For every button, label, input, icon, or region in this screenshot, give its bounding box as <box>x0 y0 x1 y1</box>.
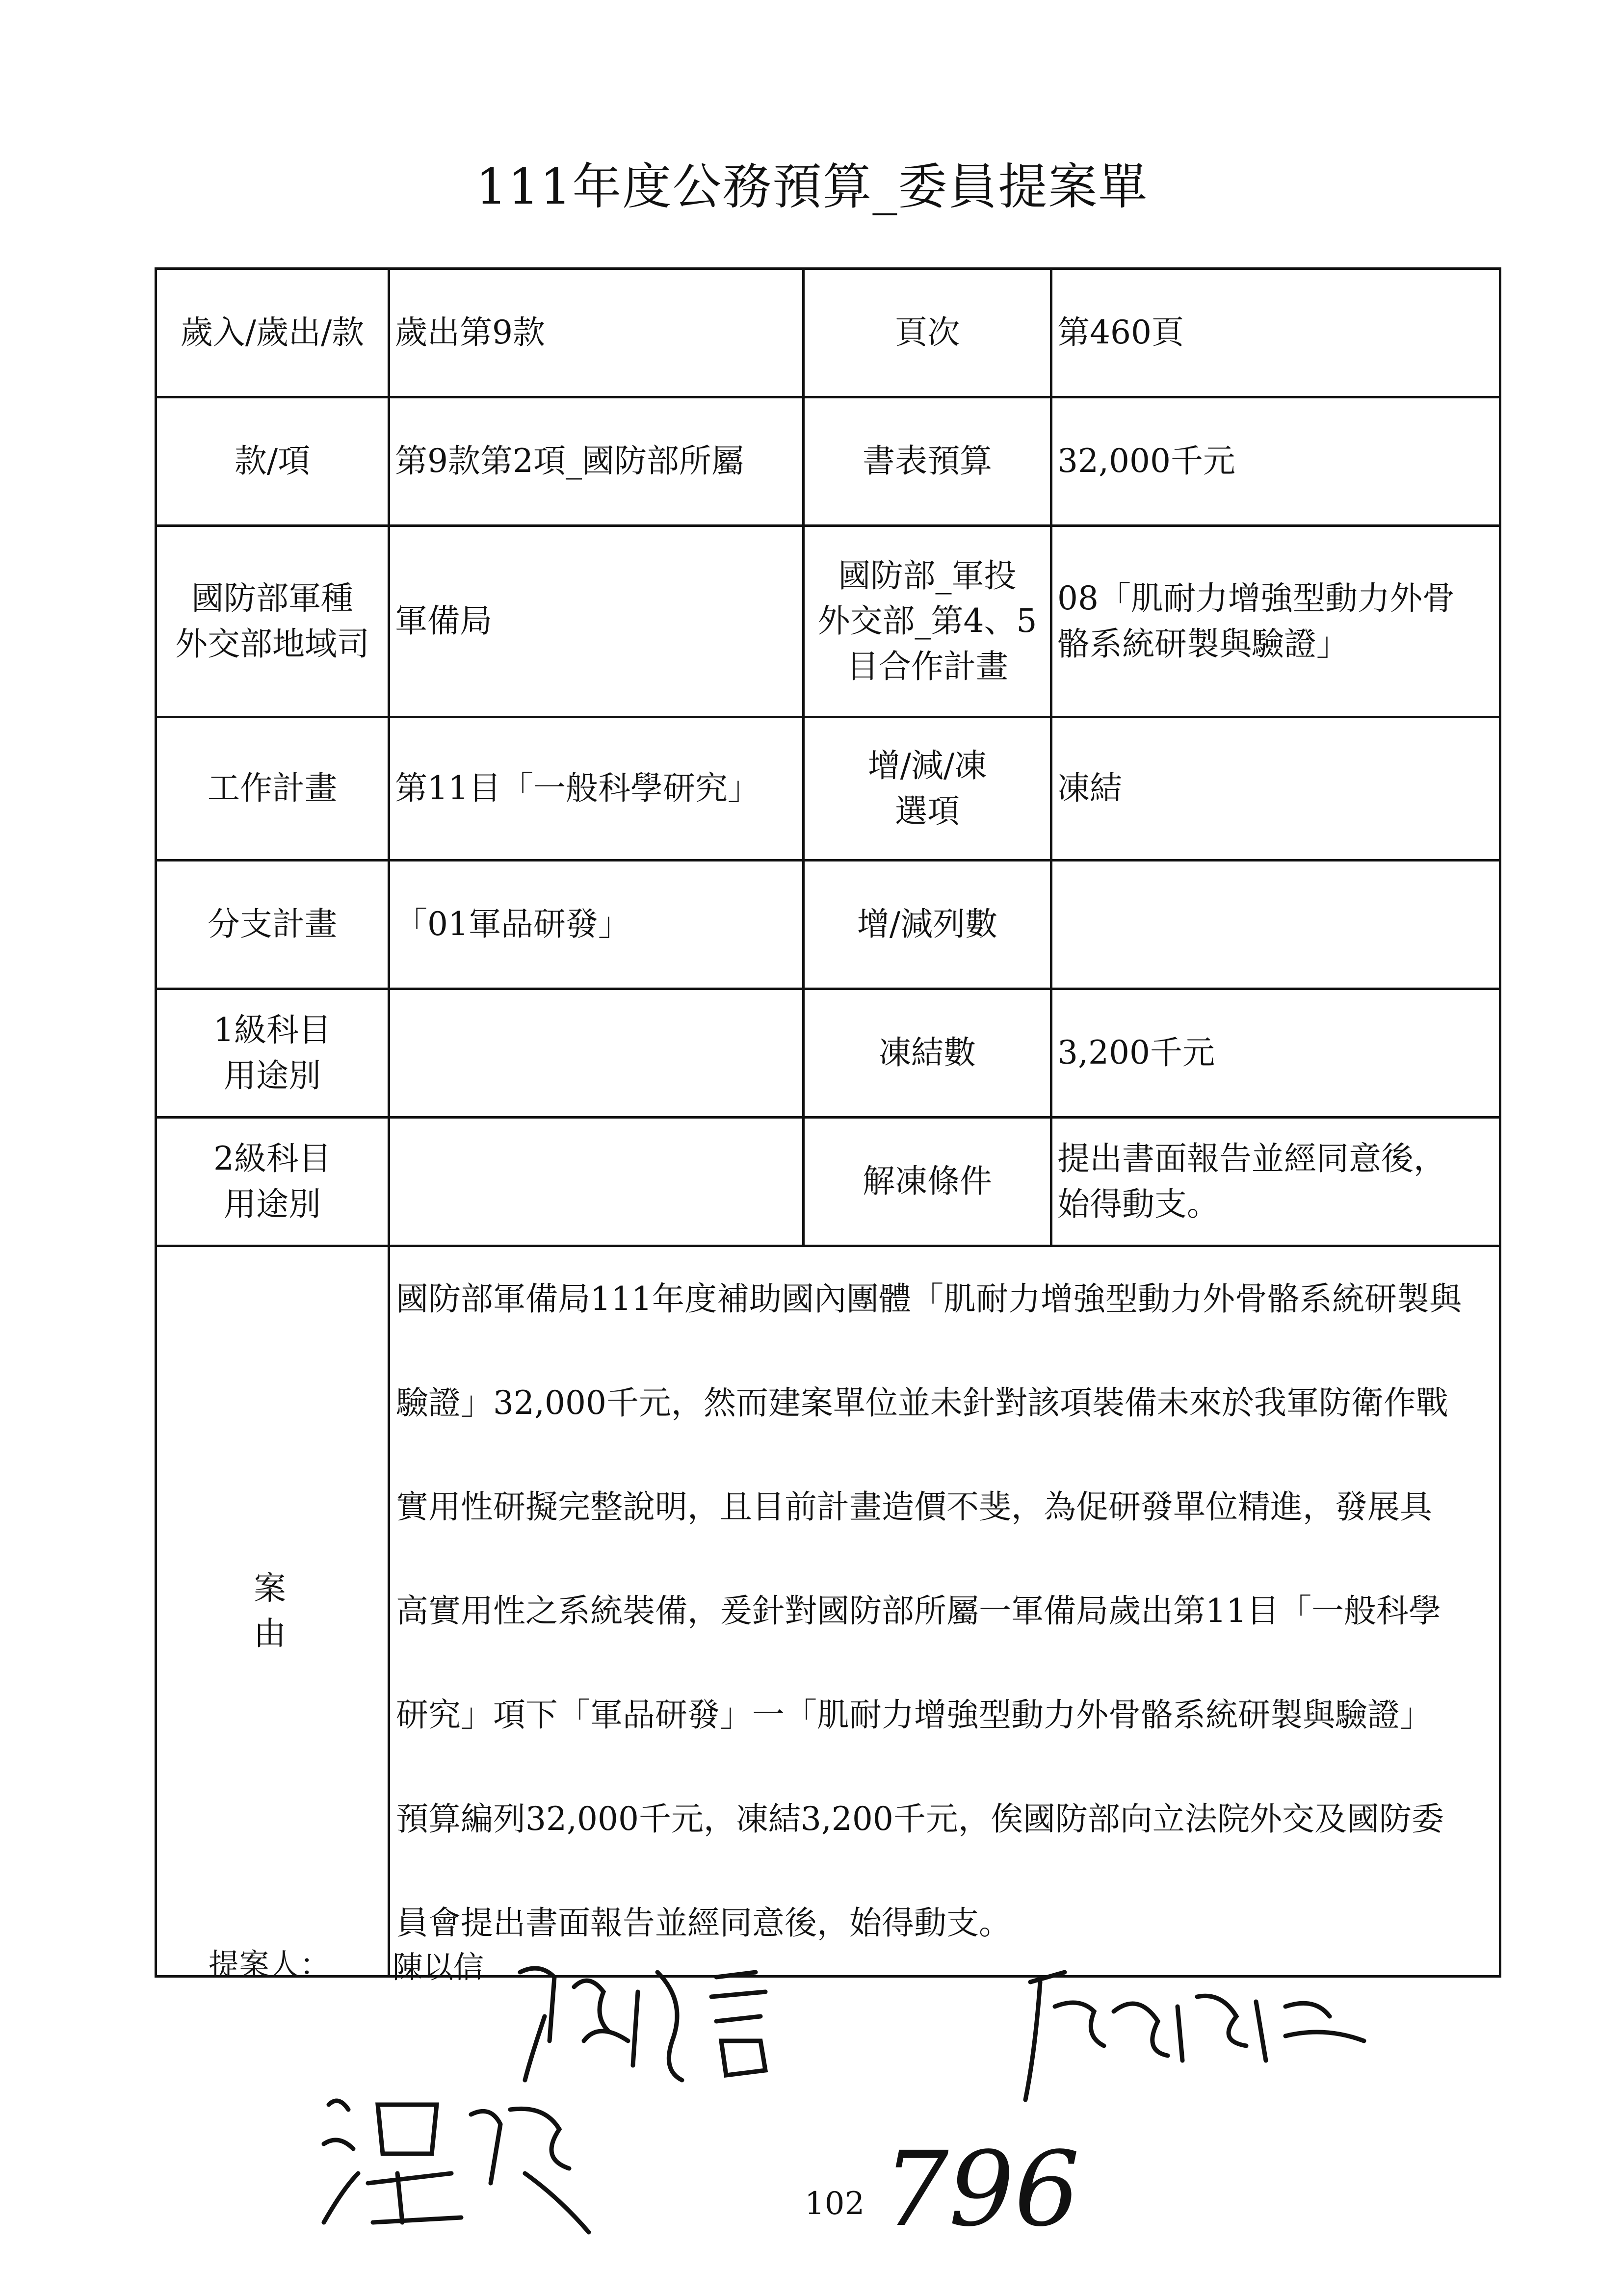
field-label-line: 用途別 <box>224 1056 321 1095</box>
field-value: 「01軍品研發」 <box>389 861 804 989</box>
reason-line: 驗證」32,000千元，然而建案單位並未針對該項裝備未來於我軍防衛作戰 <box>396 1384 1448 1422</box>
reason-line: 研究」項下「軍品研發」一「肌耐力增強型動力外骨骼系統研製與驗證」 <box>396 1696 1432 1734</box>
proposer-name: 陳以信 <box>393 1949 484 1985</box>
signature-3 <box>314 2075 628 2242</box>
field-label-line: 外交部_第4、5 <box>817 602 1037 640</box>
page-title: 111年度公務預算_委員提案單 <box>475 158 1149 215</box>
field-label: 歲入/歲出/款 <box>156 269 389 397</box>
field-value <box>1051 861 1500 989</box>
field-label <box>804 526 1051 717</box>
field-label <box>156 1118 389 1246</box>
field-label-line: 增/減/凍 <box>867 747 987 785</box>
field-label-line: 外交部地域司 <box>175 625 369 663</box>
field-label-line: 國防部_軍投 <box>838 556 1017 595</box>
reason-text <box>389 1246 1500 1977</box>
table-row <box>156 269 1500 397</box>
field-label: 凍結數 <box>804 989 1051 1118</box>
reason-label: 案由 <box>156 1246 389 1977</box>
field-value: 第9款第2項_國防部所屬 <box>389 397 804 526</box>
field-label <box>156 526 389 717</box>
field-value: 32,000千元 <box>1051 397 1500 526</box>
field-value-line: 08「肌耐力增強型動力外骨 <box>1057 579 1455 618</box>
field-label: 頁次 <box>804 269 1051 397</box>
reason-line: 實用性研擬完整說明，且目前計畫造價不斐，為促研發單位精進，發展具 <box>396 1488 1432 1526</box>
field-value: 歲出第9款 <box>389 269 804 397</box>
table-row <box>156 861 1500 989</box>
page-number: 102 <box>805 2186 865 2222</box>
reason-row <box>156 1246 1500 1977</box>
field-label: 增/減列數 <box>804 861 1051 989</box>
table-row <box>156 397 1500 526</box>
field-label-line: 2級科目 <box>213 1140 331 1178</box>
field-value: 凍結 <box>1051 717 1500 861</box>
field-label: 解凍條件 <box>804 1118 1051 1246</box>
field-label-line: 1級科目 <box>213 1011 331 1049</box>
handwritten-page-number: 796 <box>883 2129 1080 2249</box>
field-label <box>156 989 389 1118</box>
field-value-line: 提出書面報告並經同意後， <box>1057 1140 1446 1178</box>
field-value: 第11目「一般科學研究」 <box>389 717 804 861</box>
field-label-line: 選項 <box>895 792 960 830</box>
reason-line: 員會提出書面報告並經同意後，始得動支。 <box>396 1904 1011 1942</box>
field-label-line: 目合作計畫 <box>846 647 1008 685</box>
field-label: 工作計畫 <box>156 717 389 861</box>
table-row <box>156 717 1500 861</box>
field-label-line: 國防部軍種 <box>191 579 353 618</box>
reason-line: 高實用性之系統裝備，爰針對國防部所屬一軍備局歲出第11目「一般科學 <box>396 1592 1441 1630</box>
field-value <box>389 989 804 1118</box>
field-label <box>804 717 1051 861</box>
table-row <box>156 989 1500 1118</box>
reason-line: 預算編列32,000千元，凍結3,200千元，俟國防部向立法院外交及國防委 <box>396 1800 1444 1838</box>
field-label-line: 用途別 <box>224 1185 321 1223</box>
field-label: 款/項 <box>156 397 389 526</box>
field-value <box>1051 1118 1500 1246</box>
table-row <box>156 526 1500 717</box>
signature-2 <box>1011 1953 1384 2110</box>
field-value-line: 骼系統研製與驗證」 <box>1057 625 1349 663</box>
field-value: 軍備局 <box>389 526 804 717</box>
signature-1 <box>510 1943 814 2090</box>
field-value-line: 始得動支。 <box>1057 1185 1219 1223</box>
proposal-form-table <box>155 267 1501 1978</box>
field-value <box>389 1118 804 1246</box>
field-value <box>1051 526 1500 717</box>
field-label: 分支計畫 <box>156 861 389 989</box>
field-label: 書表預算 <box>804 397 1051 526</box>
table-row <box>156 1118 1500 1246</box>
field-value: 第460頁 <box>1051 269 1500 397</box>
field-value: 3,200千元 <box>1051 989 1500 1118</box>
reason-line: 國防部軍備局111年度補助國內團體「肌耐力增強型動力外骨骼系統研製與 <box>396 1280 1462 1318</box>
proposer-label: 提案人： <box>209 1947 331 1983</box>
